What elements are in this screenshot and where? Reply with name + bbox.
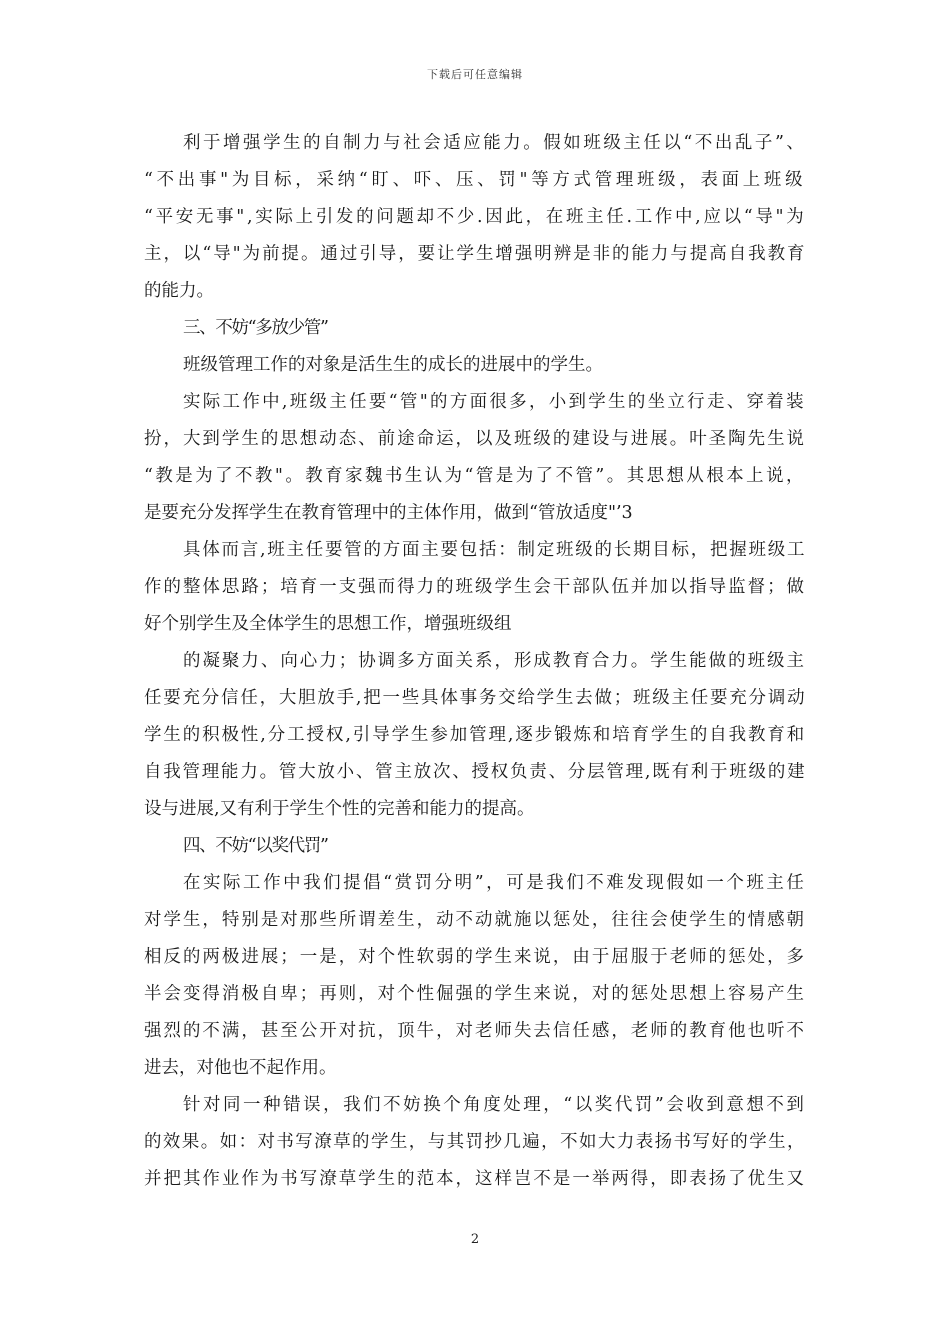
text-line: 三、不妨“多放少管” <box>183 318 328 338</box>
text-line: 进去，对他也不起作用。 <box>144 1058 337 1078</box>
text-line: 对学生，特别是对那些所谓差生，动不动就施以惩处，往往会使学生的情感朝 <box>144 910 807 930</box>
text-line: 班级管理工作的对象是活生生的成长的进展中的学生。 <box>183 355 603 375</box>
page-number: 2 <box>470 1232 480 1247</box>
text-line: 具体而言,班主任要管的方面主要包括：制定班级的长期目标，把握班级工 <box>183 540 807 560</box>
text-line: “教是为了不教"。教育家魏书生认为“管是为了不管”。其思想从根本上说， <box>144 466 806 486</box>
text-line: “平安无事",实际上引发的问题却不少.因此，在班主任.工作中,应以“导"为 <box>144 207 807 227</box>
text-line: “不出事"为目标，采纳“盯、吓、压、罚"等方式管理班级，表面上班级 <box>144 170 807 190</box>
text-line: 主，以“导"为前提。通过引导，要让学生增强明辨是非的能力与提高自我教育 <box>144 244 807 264</box>
text-line: 实际工作中,班级主任要“管"的方面很多，小到学生的坐立行走、穿着装 <box>183 392 806 412</box>
text-line: 四、不妨“以奖代罚” <box>183 836 328 856</box>
text-line: 任要充分信任，大胆放手,把一些具体事务交给学生去做；班级主任要充分调动 <box>144 688 807 708</box>
text-line: 强烈的不满，甚至公开对抗，顶牛，对老师失去信任感，老师的教育他也听不 <box>144 1021 807 1041</box>
text-line: 的凝聚力、向心力；协调多方面关系，形成教育合力。学生能做的班级主 <box>183 651 806 671</box>
text-line: 利于增强学生的自制力与社会适应能力。假如班级主任以“不出乱子”、 <box>183 133 807 153</box>
text-line: 针对同一种错误，我们不妨换个角度处理，“以奖代罚”会收到意想不到 <box>183 1095 807 1115</box>
text-line: 作的整体思路；培育一支强而得力的班级学生会干部队伍并加以指导监督；做 <box>144 577 807 597</box>
text-line: 在实际工作中我们提倡“赏罚分明”，可是我们不难发现假如一个班主任 <box>183 873 807 893</box>
text-line: 扮，大到学生的思想动态、前途命运，以及班级的建设与进展。叶圣陶先生说 <box>144 429 807 449</box>
text-line: 半会变得消极自卑；再则，对个性倔强的学生来说，对的惩处思想上容易产生 <box>144 984 807 1004</box>
text-line: 的能力。 <box>144 281 214 301</box>
text-line: 的效果。如：对书写潦草的学生，与其罚抄几遍，不如大力表扬书写好的学生， <box>144 1132 806 1152</box>
text-line: 并把其作业作为书写潦草学生的范本，这样岂不是一举两得，即表扬了优生又 <box>144 1169 807 1189</box>
text-line: 是要充分发挥学生在教育管理中的主体作用，做到“管放适度"’3 <box>144 503 633 523</box>
text-line: 学生的积极性,分工授权,引导学生参加管理,逐步锻炼和培育学生的自我教育和 <box>144 725 807 745</box>
text-line: 设与进展,又有利于学生个性的完善和能力的提高。 <box>144 799 535 819</box>
page-header: 下载后可任意编辑 <box>427 68 523 81</box>
text-line: 相反的两极进展；一是，对个性软弱的学生来说，由于屈服于老师的惩处，多 <box>144 947 807 967</box>
text-line: 自我管理能力。管大放小、管主放次、授权负责、分层管理,既有利于班级的建 <box>144 762 807 782</box>
text-line: 好个别学生及全体学生的思想工作，增强班级组 <box>144 614 512 634</box>
